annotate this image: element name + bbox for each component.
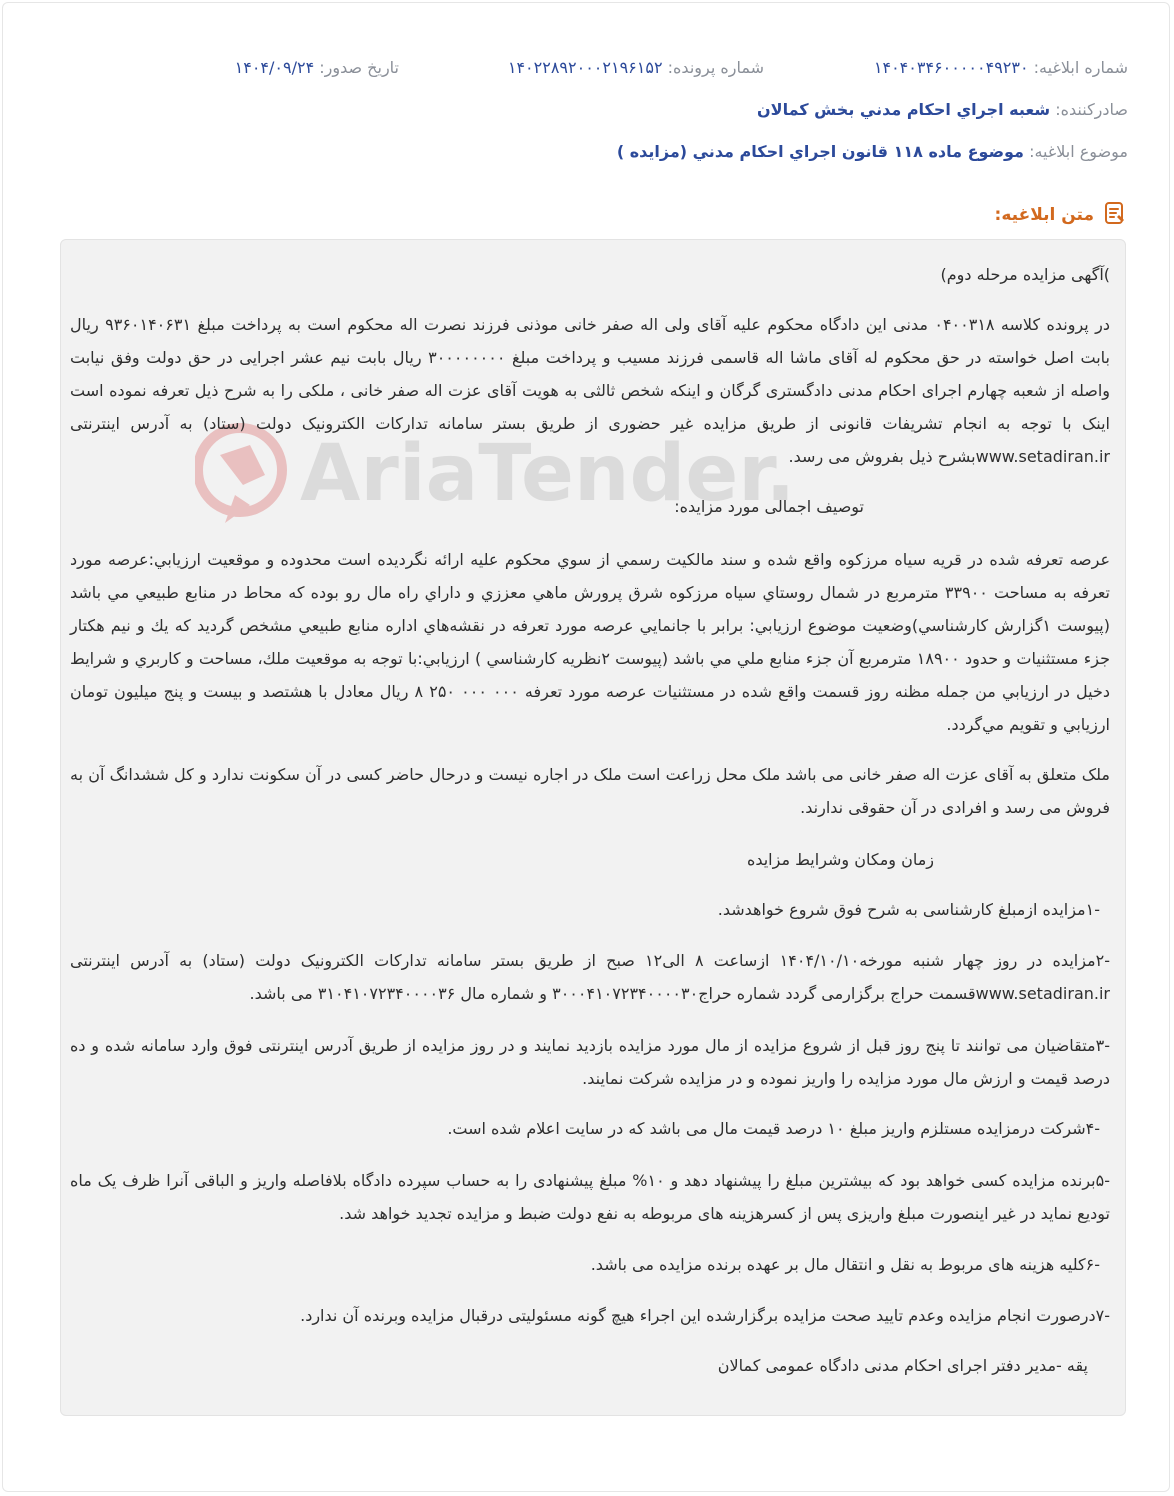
paragraph-ownership: ملک متعلق به آقای عزت اله صفر خانی می باشد ملک محل زراعت است ملک در اجاره نیست و درحال حاضر کسی در آن سکونت ندارد و کل ششدانگ آن به فروش می رسد و افرادی در آن حقوقی ندارند. — [70, 765, 1110, 817]
issuer-label: صادرکننده: — [1055, 100, 1128, 119]
paragraph-description-heading: توصیف اجمالی مورد مزایده: — [674, 497, 864, 516]
meta-row — [0, 58, 1174, 82]
paragraph-conditions-heading: زمان ومکان وشرایط مزایده — [746, 850, 934, 869]
issue-date-value: ۱۴۰۴/۰۹/۲۴ — [234, 58, 315, 77]
case-number-label: شماره پرونده: — [667, 58, 764, 77]
section-title: متن ابلاغیه: — [994, 205, 1094, 225]
paragraph-property-description: عرصه تعرفه شده در قريه سياه مرزكوه واقع شده و سند مالكيت رسمي از سوي محكوم عليه ارائه نگرديده است محدوده و موقعيت ارزيابي:عرصه مورد تعرفه به مساحت ۳۳۹۰۰ مترمربع در شمال روستاي سياه مرزكوه شرق پرورش ماهي معززي و داراي راه مال رو بوده كه محاط در منابع طبيعي مي باشد (پيوست ۱گزارش كارشناسي)وضعيت موضوع ارزيابي: برابر با جانمايي عرصه مورد تعرفه در نقشه‌هاي اداره منابع طبيعي مشخص گرديد كه يك و نيم هكتار جزء مستثنيات و حدود ۱۸۹۰۰ مترمربع آن جزء منابع ملي مي باشد (پيوست ۲نظريه كارشناسي ) ارزيابي:با توجه به موقعيت ملك، مساحت و كاربري و شرايط دخيل در ارزيابي من جمله مظنه روز قسمت واقع شده در مستثنيات عرصه مورد تعرفه ۰۰۰ ۰۰۰ ۲۵۰ ۸ ريال معادل با هشتصد و بيست و پنج ميليون تومان ارزيابي و تقويم مي‌گردد. — [70, 550, 1110, 734]
notice-number-value: ۱۴۰۴۰۳۴۶۰۰۰۰۰۴۹۲۳۰ — [873, 58, 1029, 77]
issuer-line — [757, 100, 1128, 119]
signature-line: پقه -مدیر دفتر اجرای احکام مدنی دادگاه عمومی کمالان — [717, 1356, 1088, 1375]
issue-date — [235, 58, 399, 77]
condition-3: -۳متقاضیان می توانند تا پنج روز قبل از شروع مزایده از مال مورد مزایده بازدید نمایند و در روز مزایده از طریق آدرس اینترنتی فوق وارد سامانه شده و ده درصد قیمت و ارزش مال مورد مزایده را واریز نموده و در مزایده شرکت نمایند. — [70, 1036, 1110, 1088]
case-number-value: ۱۴۰۲۲۸۹۲۰۰۰۲۱۹۶۱۵۲ — [507, 58, 663, 77]
paragraph-title: )آگهی مزایده مرحله دوم) — [940, 265, 1110, 284]
condition-1: -۱مزایده ازمبلغ کارشناسی به شرح فوق شروع خواهدشد. — [717, 900, 1100, 919]
condition-2: -۲مزایده در روز چهار شنبه مورخه۱۴۰۴/۱۰/۱۰ ازساعت ۸ الی۱۲ صبح از طریق بستر سامانه تدارکات الکترونیک دولت (ستاد) به آدرس اینترنتی www.setadiran.irقسمت حراج برگزارمی گردد شماره حراج۳۰۰۰۴۱۰۷۲۳۴۰۰۰۰۳۰ و شماره مال ۳۱۰۴۱۰۷۲۳۴۰۰۰۰۳۶ می باشد. — [70, 951, 1110, 1003]
condition-7: -۷درصورت انجام مزایده وعدم تایید صحت مزایده برگزارشده این اجراء هیچ گونه مسئولیتی درقبال مزایده وبرنده آن ندارد. — [300, 1306, 1110, 1325]
condition-6: -۶کلیه هزینه های مربوط به نقل و انتقال مال بر عهده برنده مزایده می باشد. — [590, 1255, 1100, 1274]
notice-number — [874, 58, 1128, 77]
notice-number-label: شماره ابلاغیه: — [1033, 58, 1128, 77]
section-heading — [995, 200, 1128, 230]
subject-label: موضوع ابلاغیه: — [1029, 142, 1128, 161]
case-number — [508, 58, 764, 77]
document-text-icon — [1102, 200, 1128, 230]
issuer-value: شعبه اجراي احكام مدني بخش كمالان — [757, 100, 1051, 119]
watermark-text: AriaTender. — [300, 429, 795, 519]
issue-date-label: تاریخ صدور: — [319, 58, 399, 77]
condition-5: -۵برنده مزایده کسی خواهد بود که بیشترین مبلغ را پیشنهاد دهد و ۱۰% مبلغ پیشنهادی را به حساب سپرده دادگاه بلافاصله واریز و الباقی آنرا ظرف یک ماه تودیع نماید در غیر اینصورت مبلغ واریزی پس از کسرهزینه های مربوطه به نفع دولت ضبط و مزایده تجدید خواهد شد. — [70, 1171, 1111, 1223]
condition-4: -۴شرکت درمزایده مستلزم واریز مبلغ ۱۰ درصد قیمت مال می باشد که در سایت اعلام شده است. — [447, 1119, 1100, 1138]
paragraph-case-details: در پرونده کلاسه ۰۴۰۰۳۱۸ مدنی این دادگاه محکوم علیه آقای ولی اله صفر خانی موذنی فرزند نصرت اله محکوم است به پرداخت مبلغ ۹۳۶۰۱۴۰۶۳۱ ریال بابت اصل خواسته در حق محکوم له آقای ماشا اله قاسمی فرزند مسیب و پرداخت مبلغ ۳۰۰۰۰۰۰۰۰ ریال بابت نیم عشر اجرایی در حق دولت وفق نیابت واصله از شعبه چهارم اجرای احکام مدنی دادگستری گرگان و اینکه شخص ثالثی به هویت آقای عزت اله صفر خانی ، ملکی را به شرح ذیل تعرفه نموده است اینک با توجه به انجام تشریفات قانونی از طریق مزایده غیر حضوری از طریق بستر سامانه تدارکات الکترونیک دولت (ستاد) به آدرس اینترنتی www.setadiran.irبشرح ذیل بفروش می رسد. — [70, 315, 1110, 466]
subject-value: موضوع ماده ۱۱۸ قانون اجراي احكام مدني (مزايده ) — [616, 142, 1024, 161]
subject-line — [617, 142, 1128, 161]
